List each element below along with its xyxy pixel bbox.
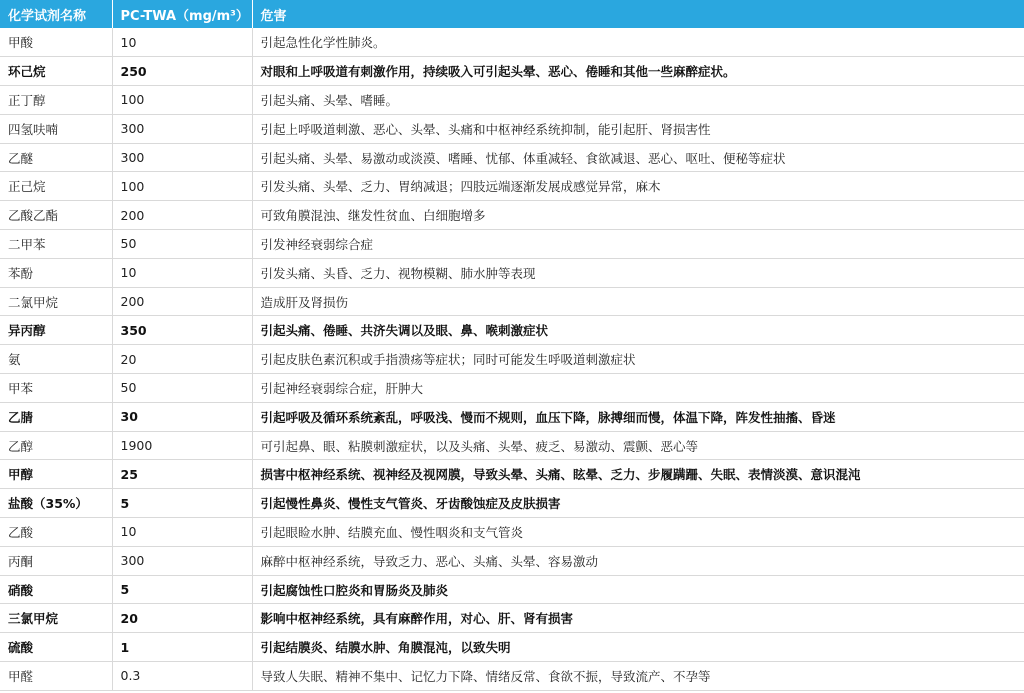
table-row xyxy=(0,633,1024,662)
cell-chemical-name: 异丙醇 xyxy=(0,316,112,345)
table-row xyxy=(0,230,1024,259)
cell-hazard: 损害中枢神经系统、视神经及视网膜，导致头晕、头痛、眩晕、乏力、步履蹒跚、失眠、表情淡漠、意识混沌 xyxy=(252,460,1024,489)
cell-hazard: 可致角膜混浊、继发性贫血、白细胞增多 xyxy=(252,201,1024,230)
cell-chemical-name: 正丁醇 xyxy=(0,86,112,115)
cell-hazard: 引发头痛、头昏、乏力、视物模糊、肺水肿等表现 xyxy=(252,258,1024,287)
cell-pc-twa: 5 xyxy=(112,575,252,604)
cell-pc-twa: 250 xyxy=(112,57,252,86)
cell-hazard: 引起急性化学性肺炎。 xyxy=(252,28,1024,57)
cell-chemical-name: 正己烷 xyxy=(0,172,112,201)
table-row xyxy=(0,575,1024,604)
cell-hazard: 引起头痛、头晕、嗜睡。 xyxy=(252,86,1024,115)
cell-chemical-name: 乙酸乙酯 xyxy=(0,201,112,230)
cell-hazard: 引起头痛、倦睡、共济失调以及眼、鼻、喉刺激症状 xyxy=(252,316,1024,345)
header-chemical-name: 化学试剂名称 xyxy=(0,0,112,28)
cell-pc-twa: 200 xyxy=(112,287,252,316)
header-pc-twa: PC-TWA（mg/m³） xyxy=(112,0,252,28)
cell-hazard: 影响中枢神经系统，具有麻醉作用，对心、肝、肾有损害 xyxy=(252,604,1024,633)
cell-chemical-name: 二甲苯 xyxy=(0,230,112,259)
cell-hazard: 引起皮肤色素沉积或手指溃疡等症状；同时可能发生呼吸道刺激症状 xyxy=(252,345,1024,374)
table-row xyxy=(0,662,1024,691)
table-row xyxy=(0,86,1024,115)
table-row xyxy=(0,28,1024,57)
cell-hazard: 造成肝及肾损伤 xyxy=(252,287,1024,316)
cell-chemical-name: 甲酸 xyxy=(0,28,112,57)
table-row xyxy=(0,258,1024,287)
cell-chemical-name: 三氯甲烷 xyxy=(0,604,112,633)
table-row xyxy=(0,431,1024,460)
cell-pc-twa: 25 xyxy=(112,460,252,489)
table-row xyxy=(0,518,1024,547)
cell-chemical-name: 甲醛 xyxy=(0,662,112,691)
cell-pc-twa: 0.3 xyxy=(112,662,252,691)
cell-hazard: 引起慢性鼻炎、慢性支气管炎、牙齿酸蚀症及皮肤损害 xyxy=(252,489,1024,518)
cell-pc-twa: 100 xyxy=(112,86,252,115)
cell-pc-twa: 10 xyxy=(112,28,252,57)
cell-pc-twa: 100 xyxy=(112,172,252,201)
cell-chemical-name: 四氢呋喃 xyxy=(0,114,112,143)
table-row xyxy=(0,489,1024,518)
cell-pc-twa: 1 xyxy=(112,633,252,662)
cell-chemical-name: 甲苯 xyxy=(0,374,112,403)
cell-pc-twa: 5 xyxy=(112,489,252,518)
cell-chemical-name: 硫酸 xyxy=(0,633,112,662)
cell-hazard: 引发神经衰弱综合症 xyxy=(252,230,1024,259)
table-row xyxy=(0,201,1024,230)
cell-pc-twa: 50 xyxy=(112,230,252,259)
cell-chemical-name: 氨 xyxy=(0,345,112,374)
cell-pc-twa: 300 xyxy=(112,546,252,575)
cell-hazard: 引起头痛、头晕、易激动或淡漠、嗜睡、忧郁、体重减轻、食欲减退、恶心、呕吐、便秘等症状 xyxy=(252,143,1024,172)
header-hazard: 危害 xyxy=(260,8,287,24)
cell-chemical-name: 环己烷 xyxy=(0,57,112,86)
table-row xyxy=(0,287,1024,316)
table-row xyxy=(0,114,1024,143)
cell-hazard: 麻醉中枢神经系统，导致乏力、恶心、头痛、头晕、容易激动 xyxy=(252,546,1024,575)
cell-chemical-name: 乙腈 xyxy=(0,402,112,431)
cell-chemical-name: 乙酸 xyxy=(0,518,112,547)
cell-pc-twa: 20 xyxy=(112,345,252,374)
cell-hazard: 引起结膜炎、结膜水肿、角膜混沌，以致失明 xyxy=(252,633,1024,662)
table-row xyxy=(0,57,1024,86)
cell-chemical-name: 二氯甲烷 xyxy=(0,287,112,316)
table-row xyxy=(0,604,1024,633)
cell-chemical-name: 乙醚 xyxy=(0,143,112,172)
table-header-row xyxy=(0,0,1024,28)
table-body xyxy=(0,28,1024,690)
table-row xyxy=(0,316,1024,345)
cell-hazard: 引起神经衰弱综合症，肝肿大 xyxy=(252,374,1024,403)
cell-hazard: 引起腐蚀性口腔炎和胃肠炎及肺炎 xyxy=(252,575,1024,604)
cell-hazard: 引起眼睑水肿、结膜充血、慢性咽炎和支气管炎 xyxy=(252,518,1024,547)
table-row xyxy=(0,460,1024,489)
cell-pc-twa: 20 xyxy=(112,604,252,633)
table-row xyxy=(0,546,1024,575)
cell-chemical-name: 丙酮 xyxy=(0,546,112,575)
cell-pc-twa: 1900 xyxy=(112,431,252,460)
cell-pc-twa: 300 xyxy=(112,143,252,172)
cell-pc-twa: 10 xyxy=(112,518,252,547)
cell-pc-twa: 300 xyxy=(112,114,252,143)
cell-hazard: 引起上呼吸道刺激、恶心、头晕、头痛和中枢神经系统抑制，能引起肝、肾损害性 xyxy=(252,114,1024,143)
cell-chemical-name: 乙醇 xyxy=(0,431,112,460)
cell-hazard: 对眼和上呼吸道有刺激作用，持续吸入可引起头晕、恶心、倦睡和其他一些麻醉症状。 xyxy=(252,57,1024,86)
cell-chemical-name: 硝酸 xyxy=(0,575,112,604)
cell-hazard: 引起呼吸及循环系统紊乱，呼吸浅、慢而不规则，血压下降，脉搏细而慢，体温下降，阵发性抽搐、昏迷 xyxy=(252,402,1024,431)
cell-hazard: 导致人失眠、精神不集中、记忆力下降、情绪反常、食欲不振，导致流产、不孕等 xyxy=(252,662,1024,691)
cell-pc-twa: 350 xyxy=(112,316,252,345)
cell-chemical-name: 苯酚 xyxy=(0,258,112,287)
cell-pc-twa: 200 xyxy=(112,201,252,230)
cell-hazard: 可引起鼻、眼、粘膜刺激症状，以及头痛、头晕、疲乏、易激动、震颤、恶心等 xyxy=(252,431,1024,460)
table-row xyxy=(0,345,1024,374)
cell-pc-twa: 10 xyxy=(112,258,252,287)
cell-pc-twa: 30 xyxy=(112,402,252,431)
cell-pc-twa: 50 xyxy=(112,374,252,403)
table-row xyxy=(0,402,1024,431)
cell-chemical-name: 甲醇 xyxy=(0,460,112,489)
table-row xyxy=(0,143,1024,172)
cell-chemical-name: 盐酸（35%） xyxy=(0,489,112,518)
table-row xyxy=(0,374,1024,403)
table-row xyxy=(0,172,1024,201)
cell-hazard: 引发头痛、头晕、乏力、胃纳减退；四肢远端逐渐发展成感觉异常，麻木 xyxy=(252,172,1024,201)
